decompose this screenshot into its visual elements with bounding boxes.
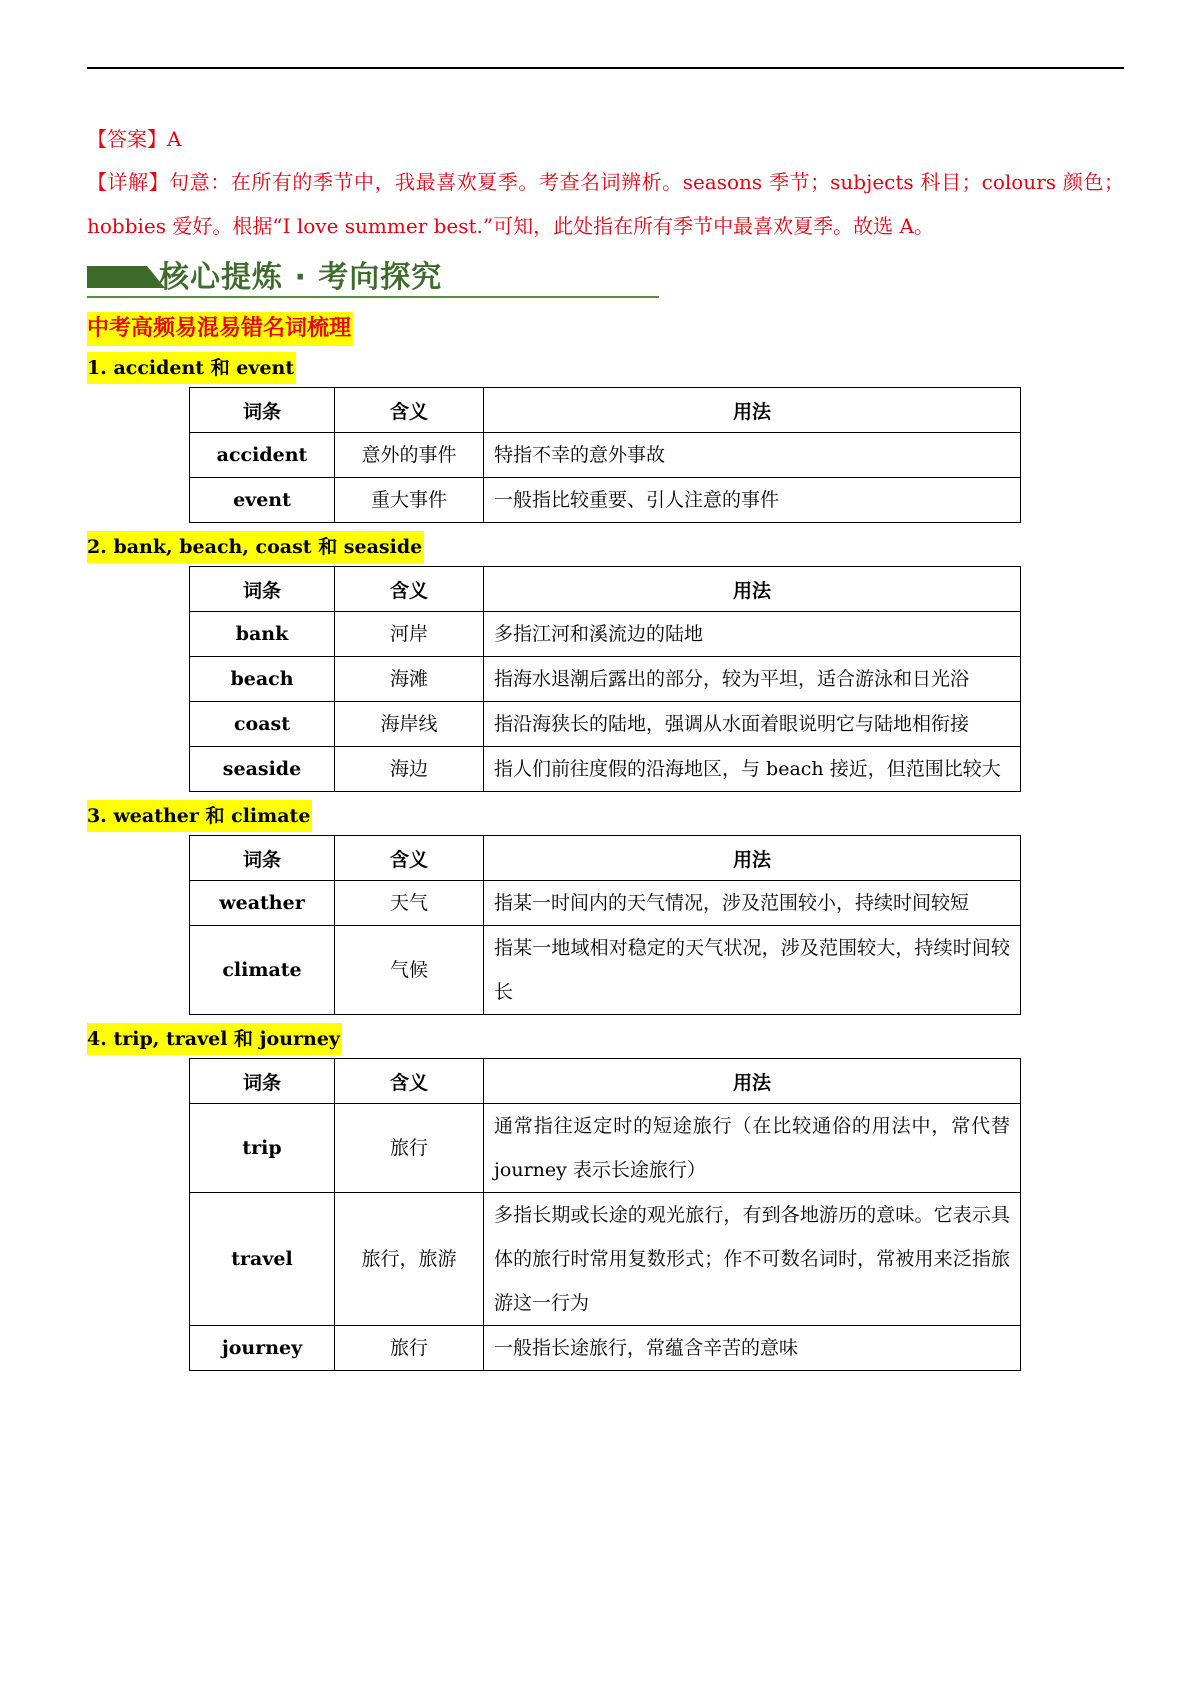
cell-term: accident [190, 433, 335, 478]
sections-container [87, 346, 1124, 1371]
header-meaning: 含义 [335, 567, 484, 612]
table-row [190, 1193, 1021, 1326]
answer-value: A [167, 127, 182, 151]
vocab-table [189, 1058, 1021, 1371]
vocab-table [189, 387, 1021, 523]
detail-text: 句意：在所有的季节中，我最喜欢夏季。考查名词辨析。seasons 季节；subjects 科目；colours 颜色；hobbies 爱好。根据“I love summer best.”可知，此处指在所有季节中最喜欢夏季。故选 A。 [87, 170, 1124, 238]
answer-line [87, 118, 1124, 160]
table-row [190, 1104, 1021, 1193]
header-usage: 用法 [484, 1059, 1021, 1104]
table-row [190, 1326, 1021, 1371]
header-usage: 用法 [484, 836, 1021, 881]
table-header-row [190, 836, 1021, 881]
cell-usage: 指某一时间内的天气情况，涉及范围较小，持续时间较短 [484, 881, 1021, 926]
header-meaning: 含义 [335, 1059, 484, 1104]
cell-meaning: 气候 [335, 926, 484, 1015]
vocab-table [189, 566, 1021, 792]
cell-term: journey [190, 1326, 335, 1371]
cell-meaning: 意外的事件 [335, 433, 484, 478]
cell-meaning: 海滩 [335, 657, 484, 702]
cell-term: coast [190, 702, 335, 747]
cell-meaning: 海边 [335, 747, 484, 792]
cell-usage: 指沿海狭长的陆地，强调从水面着眼说明它与陆地相衔接 [484, 702, 1021, 747]
cell-usage: 通常指往返定时的短途旅行（在比较通俗的用法中，常代替 journey 表示长途旅行） [484, 1104, 1021, 1193]
header-term: 词条 [190, 836, 335, 881]
header-meaning: 含义 [335, 836, 484, 881]
section-heading: 4. trip, travel 和 journey [87, 1023, 342, 1055]
cell-usage: 一般指比较重要、引人注意的事件 [484, 478, 1021, 523]
detail-label: 【详解】 [87, 170, 170, 194]
cell-usage: 一般指长途旅行，常蕴含辛苦的意味 [484, 1326, 1021, 1371]
cell-meaning: 旅行 [335, 1104, 484, 1193]
cell-term: travel [190, 1193, 335, 1326]
table-row [190, 926, 1021, 1015]
cell-usage: 特指不幸的意外事故 [484, 433, 1021, 478]
cell-meaning: 旅行 [335, 1326, 484, 1371]
table-row [190, 478, 1021, 523]
answer-label: 【答案】 [87, 127, 167, 151]
cell-meaning: 河岸 [335, 612, 484, 657]
cell-usage: 多指江河和溪流边的陆地 [484, 612, 1021, 657]
table-row [190, 657, 1021, 702]
table-row [190, 433, 1021, 478]
table-header-row [190, 1059, 1021, 1104]
cell-meaning: 旅行，旅游 [335, 1193, 484, 1326]
cell-meaning: 海岸线 [335, 702, 484, 747]
header-term: 词条 [190, 567, 335, 612]
table-header-row [190, 388, 1021, 433]
cell-term: bank [190, 612, 335, 657]
table-row [190, 702, 1021, 747]
cell-usage: 指海水退潮后露出的部分，较为平坦，适合游泳和日光浴 [484, 657, 1021, 702]
header-usage: 用法 [484, 388, 1021, 433]
document-body [87, 118, 1124, 1373]
cell-term: beach [190, 657, 335, 702]
header-meaning: 含义 [335, 388, 484, 433]
table-row [190, 612, 1021, 657]
main-heading: 中考高频易混易错名词梳理 [87, 312, 353, 346]
section-heading: 3. weather 和 climate [87, 800, 312, 832]
table-row [190, 747, 1021, 792]
header-term: 词条 [190, 388, 335, 433]
cell-meaning: 重大事件 [335, 478, 484, 523]
cell-term: seaside [190, 747, 335, 792]
cell-usage: 指某一地域相对稳定的天气状况，涉及范围较大，持续时间较长 [484, 926, 1021, 1015]
cell-usage: 指人们前往度假的沿海地区，与 beach 接近，但范围比较大 [484, 747, 1021, 792]
banner-title: 核心提炼 · 考向探究 [159, 260, 443, 295]
section-banner [87, 252, 659, 298]
header-term: 词条 [190, 1059, 335, 1104]
cell-term: event [190, 478, 335, 523]
cell-term: climate [190, 926, 335, 1015]
header-usage: 用法 [484, 567, 1021, 612]
table-header-row [190, 567, 1021, 612]
cell-term: weather [190, 881, 335, 926]
table-row [190, 881, 1021, 926]
cell-usage: 多指长期或长途的观光旅行，有到各地游历的意味。它表示具体的旅行时常用复数形式；作不可数名词时，常被用来泛指旅游这一行为 [484, 1193, 1021, 1326]
section-heading: 1. accident 和 event [87, 352, 296, 384]
detail-paragraph [87, 160, 1124, 248]
banner-bar-icon [87, 266, 147, 288]
section-heading: 2. bank, beach, coast 和 seaside [87, 531, 424, 563]
cell-meaning: 天气 [335, 881, 484, 926]
top-rule [87, 67, 1124, 69]
vocab-table [189, 835, 1021, 1015]
cell-term: trip [190, 1104, 335, 1193]
